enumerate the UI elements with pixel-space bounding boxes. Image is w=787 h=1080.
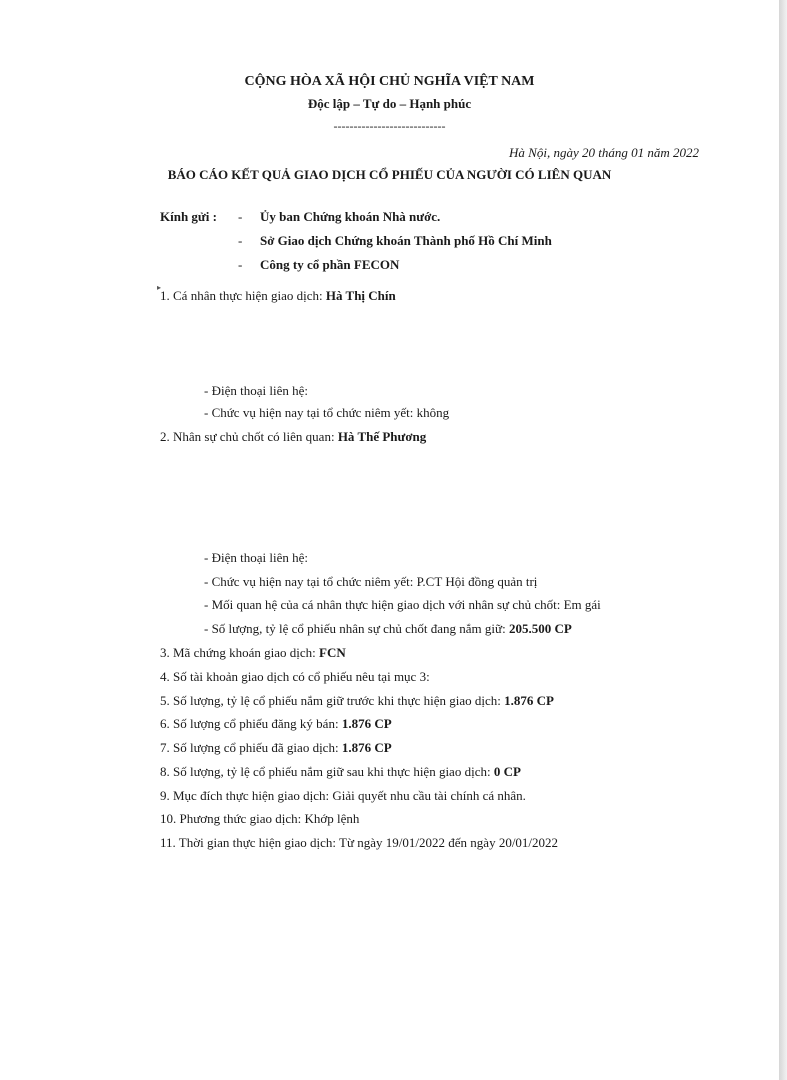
section-1 xyxy=(160,288,396,304)
recipients-label: Kính gửi : xyxy=(160,209,217,224)
recipient-dash: - xyxy=(238,257,243,272)
place-date: Hà Nội, ngày 20 tháng 01 năm 2022 xyxy=(509,145,699,160)
item-label: 3. Mã chứng khoán giao dịch: xyxy=(160,645,320,660)
item-label: 6. Số lượng cổ phiếu đăng ký bán: xyxy=(160,716,342,731)
list-item xyxy=(160,645,346,661)
list-item xyxy=(160,669,430,685)
item-label: 11. Thời gian thực hiện giao dịch: Từ ngày 19/01/2022 đến ngày 20/01/2022 xyxy=(160,835,559,850)
item-value: 1.876 CP xyxy=(341,716,392,731)
section-2-label: 2. Nhân sự chủ chốt có liên quan: xyxy=(160,429,338,444)
list-item xyxy=(160,764,521,780)
item-value: FCN xyxy=(319,645,346,660)
item-value: 1.876 CP xyxy=(341,740,392,755)
item-label: 10. Phương thức giao dịch: Khớp lệnh xyxy=(160,811,360,826)
section-1-phone: - Điện thoại liên hệ: xyxy=(204,383,308,398)
recipient-dash: - xyxy=(238,233,243,248)
section-1-position: - Chức vụ hiện nay tại tổ chức niêm yết: không xyxy=(204,405,450,420)
recipient-item: Ủy ban Chứng khoán Nhà nước. xyxy=(260,209,441,224)
item-label: 8. Số lượng, tỷ lệ cổ phiếu nắm giữ sau khi thực hiện giao dịch: xyxy=(160,764,494,779)
list-item xyxy=(160,835,558,851)
list-item xyxy=(160,788,526,804)
header-separator: ---------------------------- xyxy=(333,119,446,133)
recipient-item: Công ty cổ phần FECON xyxy=(260,257,400,272)
item-label: 9. Mục đích thực hiện giao dịch: Giải quyết nhu cầu tài chính cá nhân. xyxy=(160,788,526,803)
item-label: 4. Số tài khoản giao dịch có cổ phiếu nêu tại mục 3: xyxy=(160,669,430,684)
recipient-item: Sở Giao dịch Chứng khoán Thành phố Hồ Chí Minh xyxy=(260,233,552,248)
holding-label: - Số lượng, tỷ lệ cổ phiếu nhân sự chủ chốt đang nắm giữ: xyxy=(204,621,509,636)
section-2 xyxy=(160,429,426,445)
section-2-position: - Chức vụ hiện nay tại tổ chức niêm yết: P.CT Hội đồng quản trị xyxy=(204,574,538,589)
section-2-phone: - Điện thoại liên hệ: xyxy=(204,550,308,565)
holding-value: 205.500 CP xyxy=(508,621,572,636)
section-2-relationship: - Mối quan hệ của cá nhân thực hiện giao dịch với nhân sự chủ chốt: Em gái xyxy=(204,597,601,612)
section-2-value: Hà Thế Phương xyxy=(337,429,427,444)
motto: Độc lập – Tự do – Hạnh phúc xyxy=(307,96,472,111)
page-edge-shadow xyxy=(779,0,787,1080)
section-1-value: Hà Thị Chín xyxy=(325,288,396,303)
list-item xyxy=(160,716,392,732)
item-label: 7. Số lượng cổ phiếu đã giao dịch: xyxy=(160,740,342,755)
list-item xyxy=(160,740,392,756)
scan-mark: ▸ xyxy=(157,283,162,292)
item-value: 1.876 CP xyxy=(504,693,554,708)
list-item xyxy=(160,811,359,827)
document-title: BÁO CÁO KẾT QUẢ GIAO DỊCH CỔ PHIẾU CỦA NGƯỜI CÓ LIÊN QUAN xyxy=(167,167,612,182)
item-value: 0 CP xyxy=(493,764,521,779)
section-1-label: 1. Cá nhân thực hiện giao dịch: xyxy=(160,288,326,303)
section-2-holding xyxy=(204,621,572,637)
nation-header: CỘNG HÒA XÃ HỘI CHỦ NGHĨA VIỆT NAM xyxy=(244,74,535,89)
item-label: 5. Số lượng, tỷ lệ cổ phiếu nắm giữ trước khi thực hiện giao dịch: xyxy=(160,693,505,708)
recipient-dash: - xyxy=(238,209,243,224)
list-item xyxy=(160,693,554,709)
